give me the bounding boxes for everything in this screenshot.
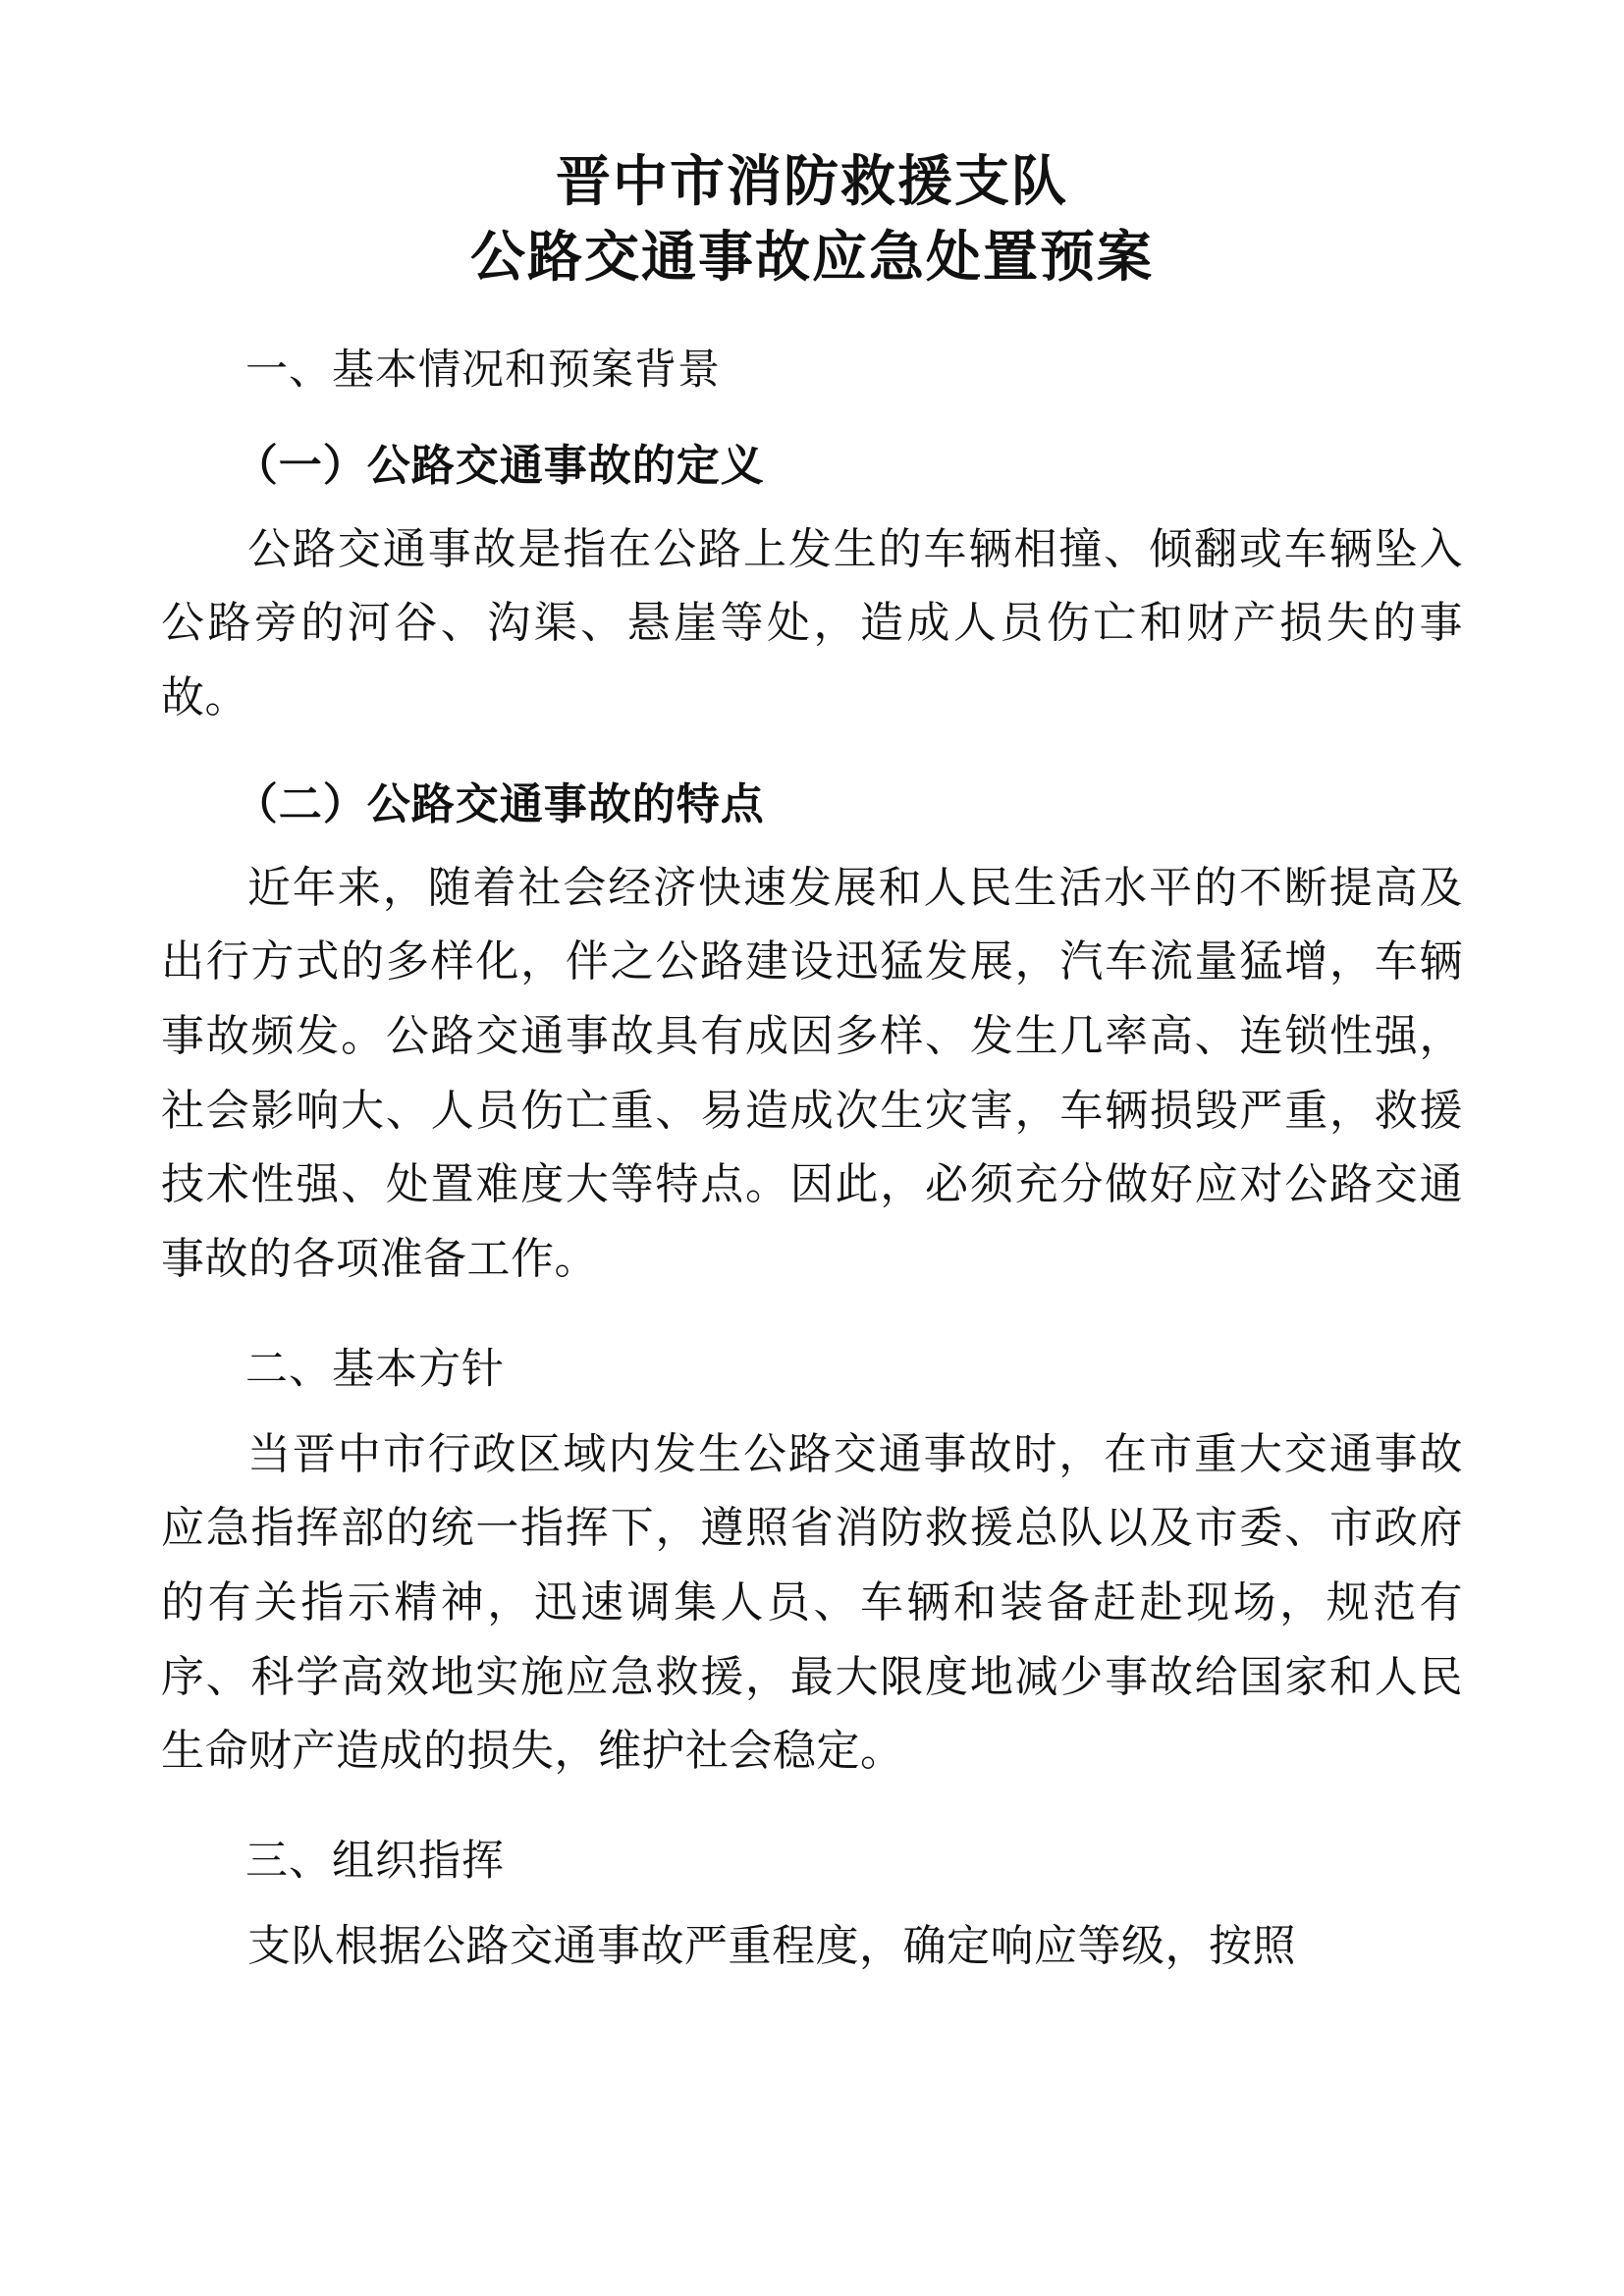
- document-title-line2: 公路交通事故应急处置预案: [470, 226, 1154, 289]
- paragraph-organization-command: 支队根据公路交通事故严重程度，确定响应等级，按照: [247, 1921, 1296, 1970]
- sub-heading-1-1: （一）公路交通事故的定义: [234, 441, 765, 490]
- paragraph-accident-characteristics: 近年来，随着社会经济快速发展和人民生活水平的不断提高及出行方式的多样化，伴之公路建设迅猛发展，汽车流量猛增，车辆事故频发。公路交通事故具有成因多样、发生几率高、连锁性强，社会影响大、人员伤亡重、易造成次生灾害，车辆损毁严重，救援技术性强、处置难度大等特点。因此，必须充分做好应对公路交通事故的各项准备工作。: [161, 863, 1463, 1283]
- section-heading-1: 一、基本情况和预案背景: [245, 346, 721, 394]
- section-heading-3: 三、组织指挥: [245, 1837, 505, 1885]
- sub-heading-1-2: （二）公路交通事故的特点: [234, 779, 765, 828]
- document-title-line1: 晋中市消防救援支队: [556, 150, 1068, 212]
- paragraph-accident-definition: 公路交通事故是指在公路上发生的车辆相撞、倾翻或车辆坠入公路旁的河谷、沟渠、悬崖等处，造成人员伤亡和财产损失的事故。: [161, 524, 1463, 721]
- section-heading-2: 二、基本方针: [245, 1345, 505, 1393]
- document-title: [161, 143, 1463, 295]
- paragraph-basic-policy: 当晋中市行政区域内发生公路交通事故时，在市重大交通事故应急指挥部的统一指挥下，遵照省消防救援总队以及市委、市政府的有关指示精神，迅速调集人员、车辆和装备赶赴现场，规范有序、科学高效地实施应急救援，最大限度地减少事故给国家和人民生命财产造成的损失，维护社会稳定。: [161, 1429, 1463, 1776]
